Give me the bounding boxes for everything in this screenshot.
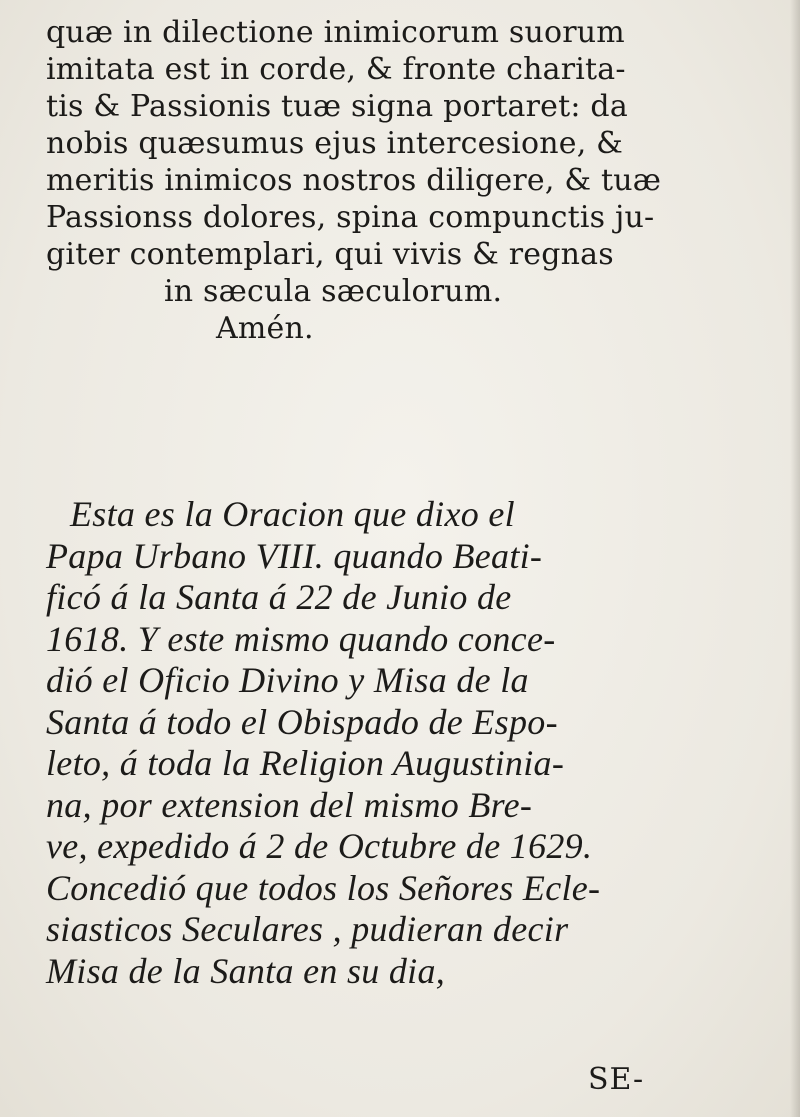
spanish-line: Santa á todo el Obispado de Espo-: [46, 701, 558, 742]
spanish-line: siasticos Seculares , pudieran decir: [46, 909, 569, 949]
spanish-line: Esta es la Oracion que dixo el: [70, 494, 515, 534]
spanish-line: 1618. Y este mismo quando conce-: [46, 618, 556, 659]
latin-line: quæ in dilectione inimicorum suorum: [46, 15, 625, 50]
latin-line: Passionss dolores, spina compunctis ju-: [46, 200, 655, 235]
latin-line: giter contemplari, qui vivis & regnas: [46, 237, 614, 272]
spanish-line: leto, á toda la Religion Augustinia-: [46, 743, 565, 783]
latin-line: imitata est in corde, & fronte charita-: [46, 52, 626, 87]
spanish-line: Misa de la Santa en su dia,: [46, 950, 446, 991]
latin-line: in sæcula sæculorum.: [164, 274, 503, 309]
latin-line: tis & Passionis tuæ signa portaret: da: [46, 89, 628, 124]
spanish-line: na, por extension del mismo Bre-: [46, 784, 533, 825]
spanish-line: Concedió que todos los Señores Ecle-: [46, 867, 601, 908]
spanish-line: Papa Urbano VIII. quando Beati-: [46, 535, 543, 576]
spanish-line: ficó á la Santa á 22 de Junio de: [46, 577, 512, 617]
latin-line: nobis quæsumus ejus intercesione, &: [46, 126, 624, 161]
amen-line: Amén.: [216, 311, 314, 346]
page-edge-shadow: [790, 0, 800, 1117]
spanish-note-paragraph: [46, 494, 756, 992]
catchword: SE-: [588, 1062, 645, 1097]
latin-line: meritis inimicos nostros diligere, & tuæ: [46, 163, 662, 198]
latin-prayer-paragraph: [46, 14, 746, 347]
spanish-line: ve, expedido á 2 de Octubre de 1629.: [46, 826, 593, 866]
text-block: [46, 14, 746, 991]
spanish-line: dió el Oficio Divino y Misa de la: [46, 660, 529, 700]
